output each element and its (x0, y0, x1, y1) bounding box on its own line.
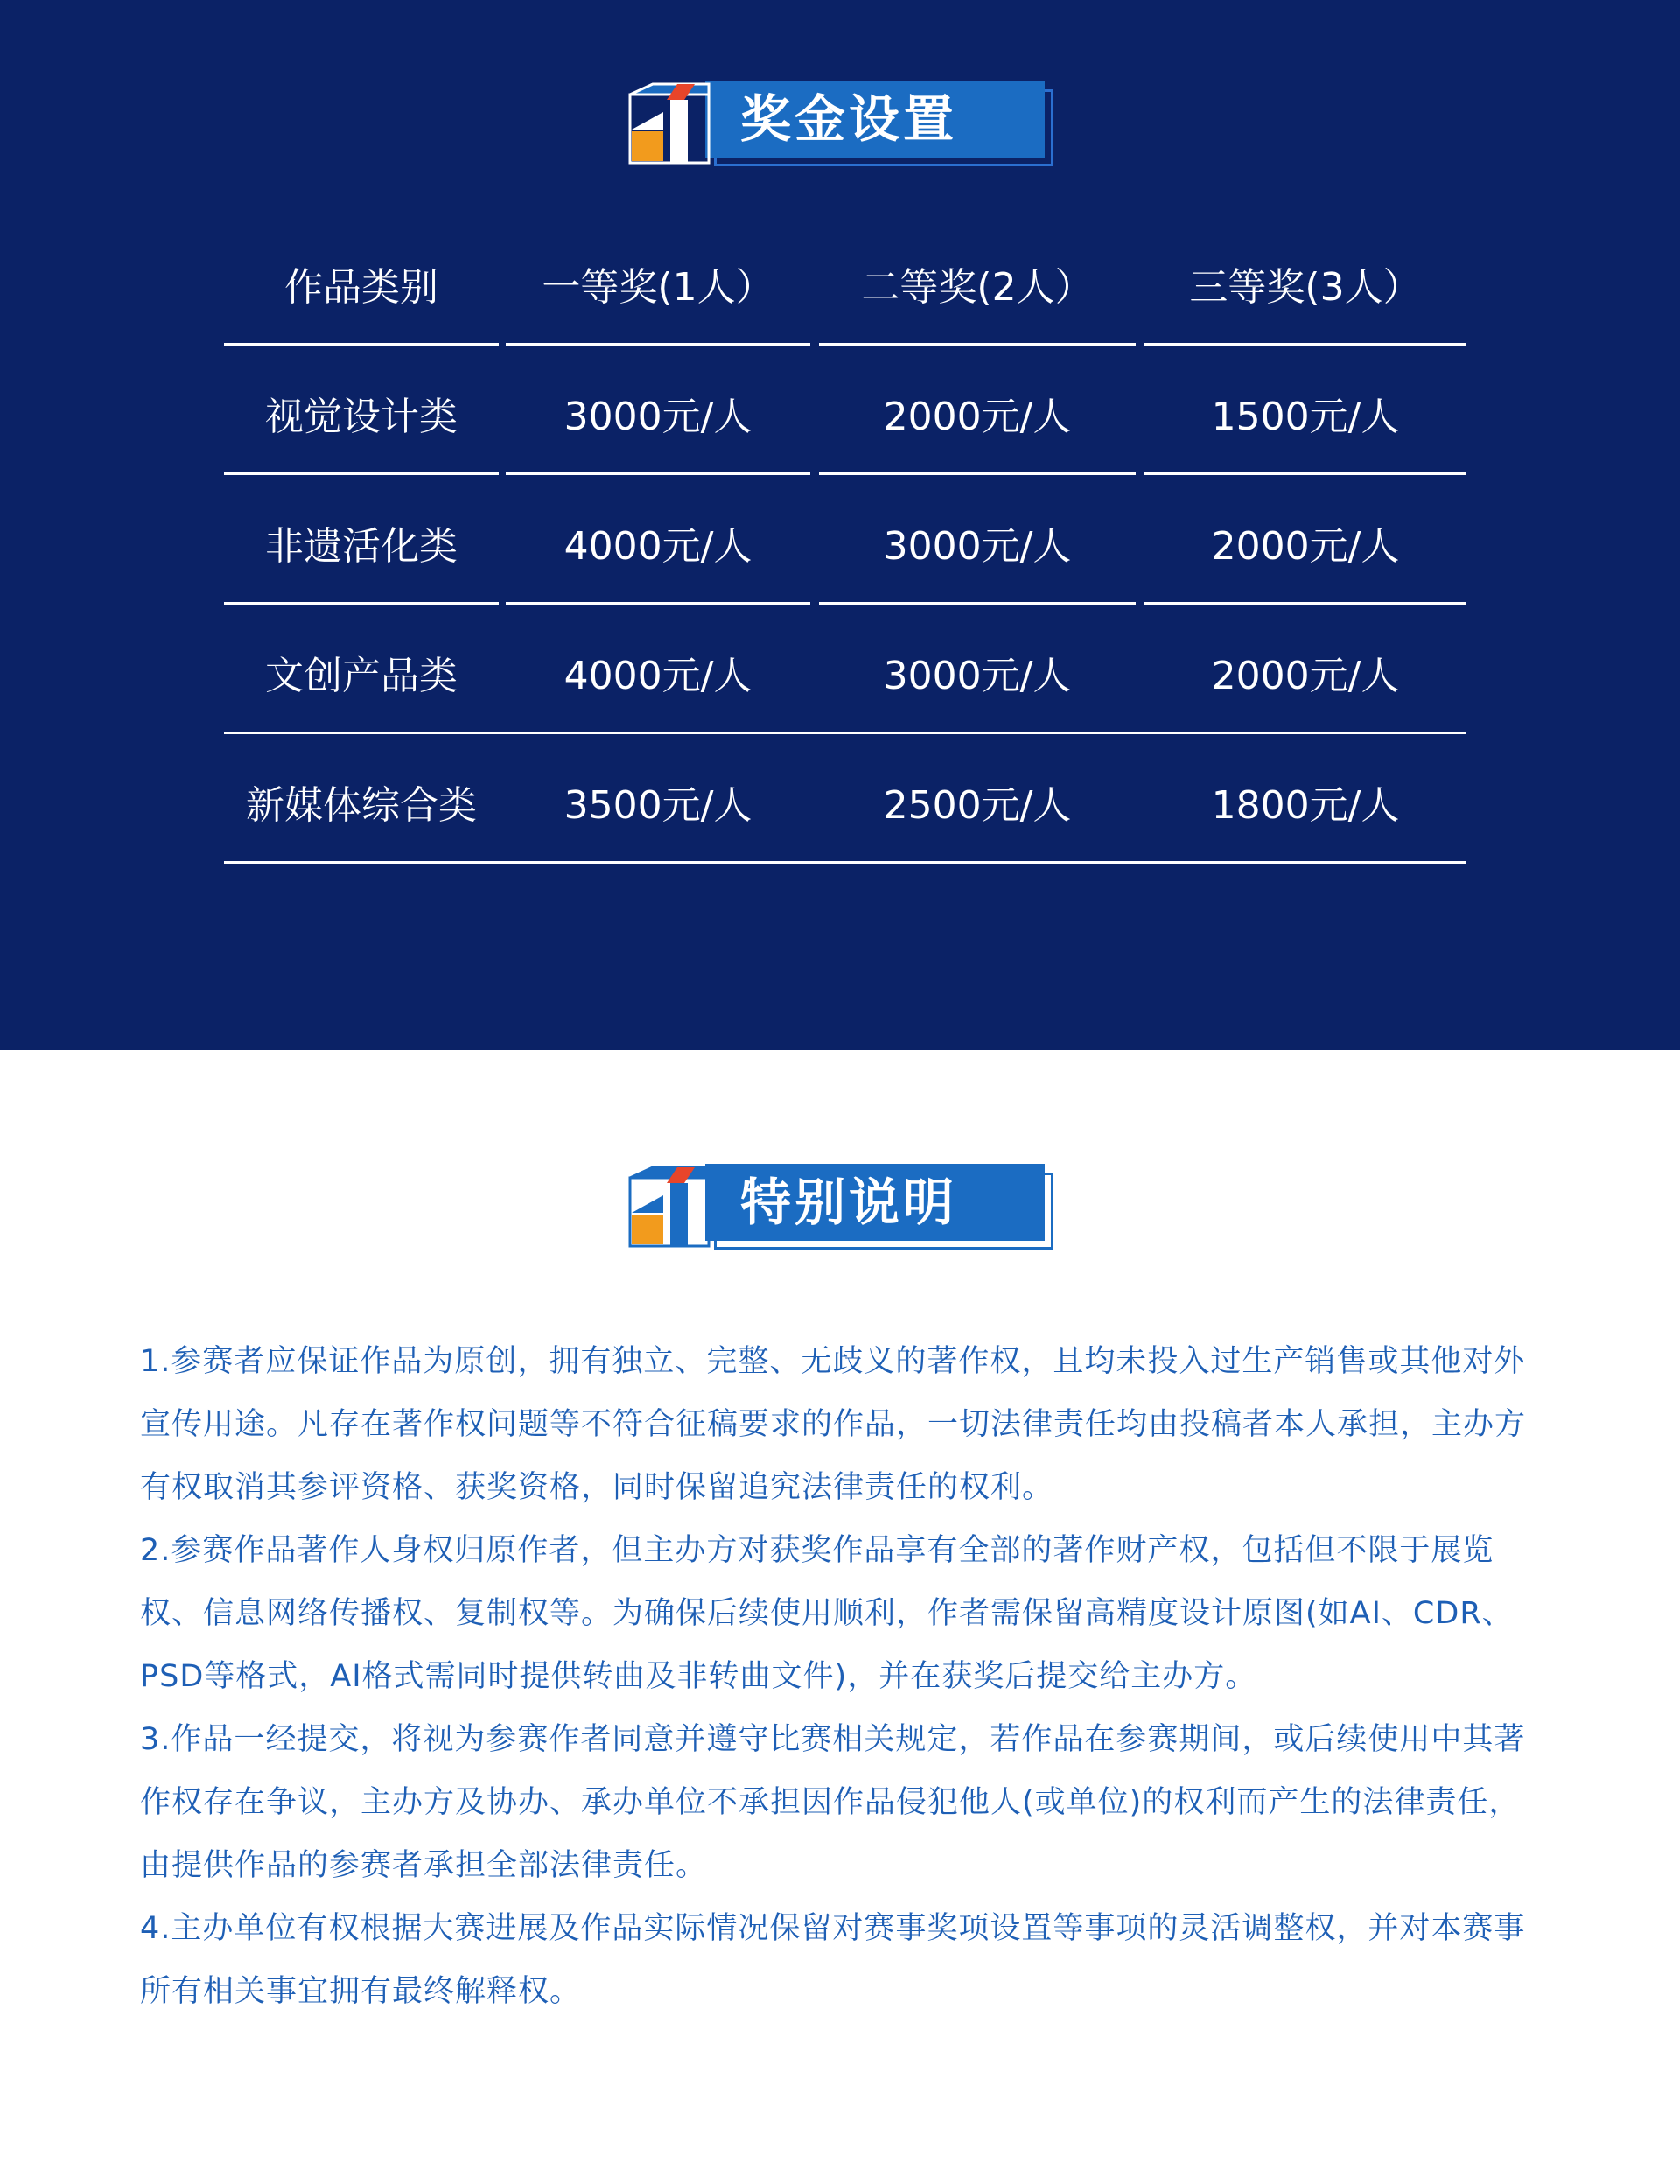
divider (819, 472, 1136, 475)
cube-logo-icon (626, 80, 714, 168)
divider (1144, 472, 1466, 475)
second-prize-cell: 3000元/人 (883, 654, 1072, 698)
category-cell: 文创产品类 (265, 654, 458, 698)
notes-title-badge (626, 1164, 1055, 1251)
second-prize-cell: 2000元/人 (883, 395, 1072, 439)
second-prize-cell: 2500元/人 (883, 783, 1072, 828)
table-row (224, 754, 1466, 884)
category-cell: 新媒体综合类 (246, 783, 477, 828)
table-row (224, 366, 1466, 495)
table-row (224, 495, 1466, 625)
note-item: 2.参赛作品著作人身权归原作者，但主办方对获奖作品享有全部的著作财产权，包括但不限于展览权、信息网络传播权、复制权等。为确保后续使用顺利，作者需保留高精度设计原图(如AI、CDR、PSD等格式，AI格式需同时提供转曲及非转曲文件)，并在获奖后提交给主办方。 (140, 1533, 1514, 1694)
divider (224, 472, 499, 475)
header-category: 作品类别 (284, 265, 438, 310)
first-prize-cell: 4000元/人 (564, 654, 752, 698)
third-prize-cell: 1500元/人 (1211, 395, 1400, 439)
prize-section (0, 0, 1680, 1050)
divider (819, 343, 1136, 346)
third-prize-cell: 1800元/人 (1211, 783, 1400, 828)
first-prize-cell: 4000元/人 (564, 524, 752, 569)
header-first-prize: 一等奖(1人） (542, 265, 774, 310)
divider (1144, 343, 1466, 346)
divider (224, 732, 1466, 734)
notes-list (140, 1330, 1540, 2023)
divider (506, 343, 810, 346)
third-prize-cell: 2000元/人 (1211, 524, 1400, 569)
header-third-prize: 三等奖(3人） (1189, 265, 1422, 310)
prize-section-title: 奖金设置 (740, 89, 958, 149)
note-item: 1.参赛者应保证作品为原创，拥有独立、完整、无歧义的著作权，且均未投入过生产销售或其他对外宣传用途。凡存在著作权问题等不符合征稿要求的作品，一切法律责任均由投稿者本人承担，主办方有权取消其参评资格、获奖资格，同时保留追究法律责任的权利。 (140, 1344, 1527, 1505)
table-row (224, 625, 1466, 754)
note-item: 3.作品一经提交，将视为参赛作者同意并遵守比赛相关规定，若作品在参赛期间，或后续使用中其著作权存在争议，主办方及协办、承办单位不承担因作品侵犯他人(或单位)的权利而产生的法律责任，由提供作品的参赛者承担全部法律责任。 (140, 1722, 1526, 1883)
second-prize-cell: 3000元/人 (883, 524, 1072, 569)
cube-logo-icon (626, 1164, 714, 1251)
prize-title-badge (626, 80, 1055, 168)
first-prize-cell: 3500元/人 (564, 783, 752, 828)
divider (819, 602, 1136, 605)
third-prize-cell: 2000元/人 (1211, 654, 1400, 698)
divider (224, 602, 499, 605)
category-cell: 非遗活化类 (265, 524, 458, 569)
note-item: 4.主办单位有权根据大赛进展及作品实际情况保留对赛事奖项设置等事项的灵活调整权，并对本赛事所有相关事宜拥有最终解释权。 (140, 1911, 1526, 2009)
divider (506, 472, 810, 475)
table-header-row (224, 236, 1466, 366)
notes-section-title: 特别说明 (740, 1172, 958, 1232)
divider (224, 343, 499, 346)
category-cell: 视觉设计类 (265, 395, 458, 439)
first-prize-cell: 3000元/人 (564, 395, 752, 439)
divider (1144, 602, 1466, 605)
divider (506, 602, 810, 605)
divider (224, 861, 1466, 864)
prize-table (224, 236, 1466, 884)
header-second-prize: 二等奖(2人） (861, 265, 1094, 310)
